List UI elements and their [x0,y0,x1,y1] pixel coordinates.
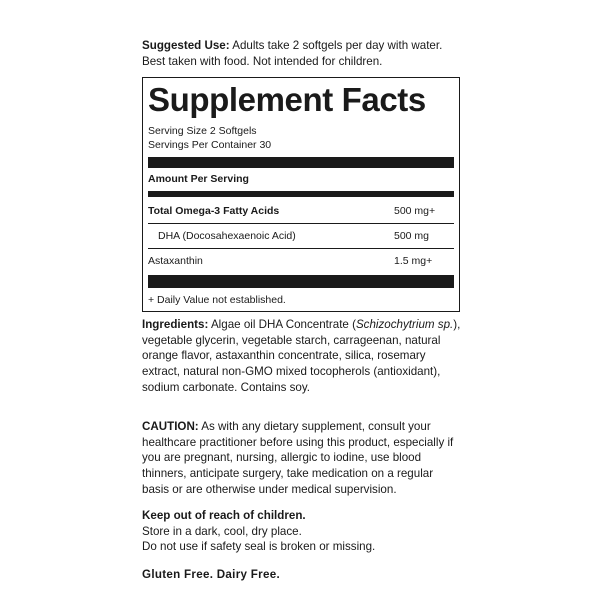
nutrient-row [148,253,454,269]
nutrient-row [148,203,454,219]
row-divider [148,248,454,249]
seal-line: Do not use if safety seal is broken or missing. [142,540,376,554]
amount-per-serving: Amount Per Serving [148,173,249,186]
caution-label: CAUTION: [142,420,199,434]
ingredients [142,317,462,395]
daily-value-footnote: + Daily Value not established. [148,294,286,307]
serving-size: Serving Size 2 Softgels [148,125,257,138]
divider-thick [148,157,454,168]
nutrient-name: Astaxanthin [148,255,203,268]
keep-out-heading: Keep out of reach of children. [142,509,306,523]
ingredients-part1: Algae oil DHA Concentrate ( [210,318,356,332]
divider-medium [148,191,454,197]
keep-out [142,508,462,555]
nutrient-value: 1.5 mg+ [394,255,433,268]
nutrient-value: 500 mg+ [394,205,436,218]
caution-text: As with any dietary supplement, consult your healthcare practitioner before using this product, especially if you are pregnant, nursing, allergic to iodine, use blood thinners, anticipate surgery, take medication on a regular basis or are otherwise under medical supervision. [142,420,454,496]
supplement-facts-panel [142,77,460,312]
suggested-use-line1: Adults take 2 softgels per day with water. [232,39,443,52]
suggested-use-line2: Best taken with food. Not intended for children. [142,54,383,68]
storage-line: Store in a dark, cool, dry place. [142,524,302,538]
caution [142,419,462,497]
nutrient-value: 500 mg [394,230,430,243]
suggested-use [142,38,462,69]
row-divider [148,223,454,224]
suggested-use-label: Suggested Use: [142,39,230,52]
nutrient-row [148,228,454,244]
nutrient-name: Total Omega-3 Fatty Acids [148,205,280,218]
nutrient-name: DHA (Docosahexaenoic Acid) [158,230,296,243]
divider-thick-bottom [148,275,454,288]
ingredients-part2: ), vegetable glycerin, vegetable starch, carrageenan, natural orange flavor, astaxanthin concentrate, silica, rosemary extract, natural non-GMO mixed tocopherols (antioxidant), sodium carbonate. Contains soy. [142,318,461,394]
label-panel [142,38,462,583]
servings-per-container: Servings Per Container 30 [148,139,272,152]
facts-title: Supplement Facts [148,81,426,119]
gluten-dairy-free: Gluten Free. Dairy Free. [142,567,280,581]
ingredients-label: Ingredients: [142,318,209,332]
ingredients-italic: Schizochytrium sp. [355,318,454,332]
